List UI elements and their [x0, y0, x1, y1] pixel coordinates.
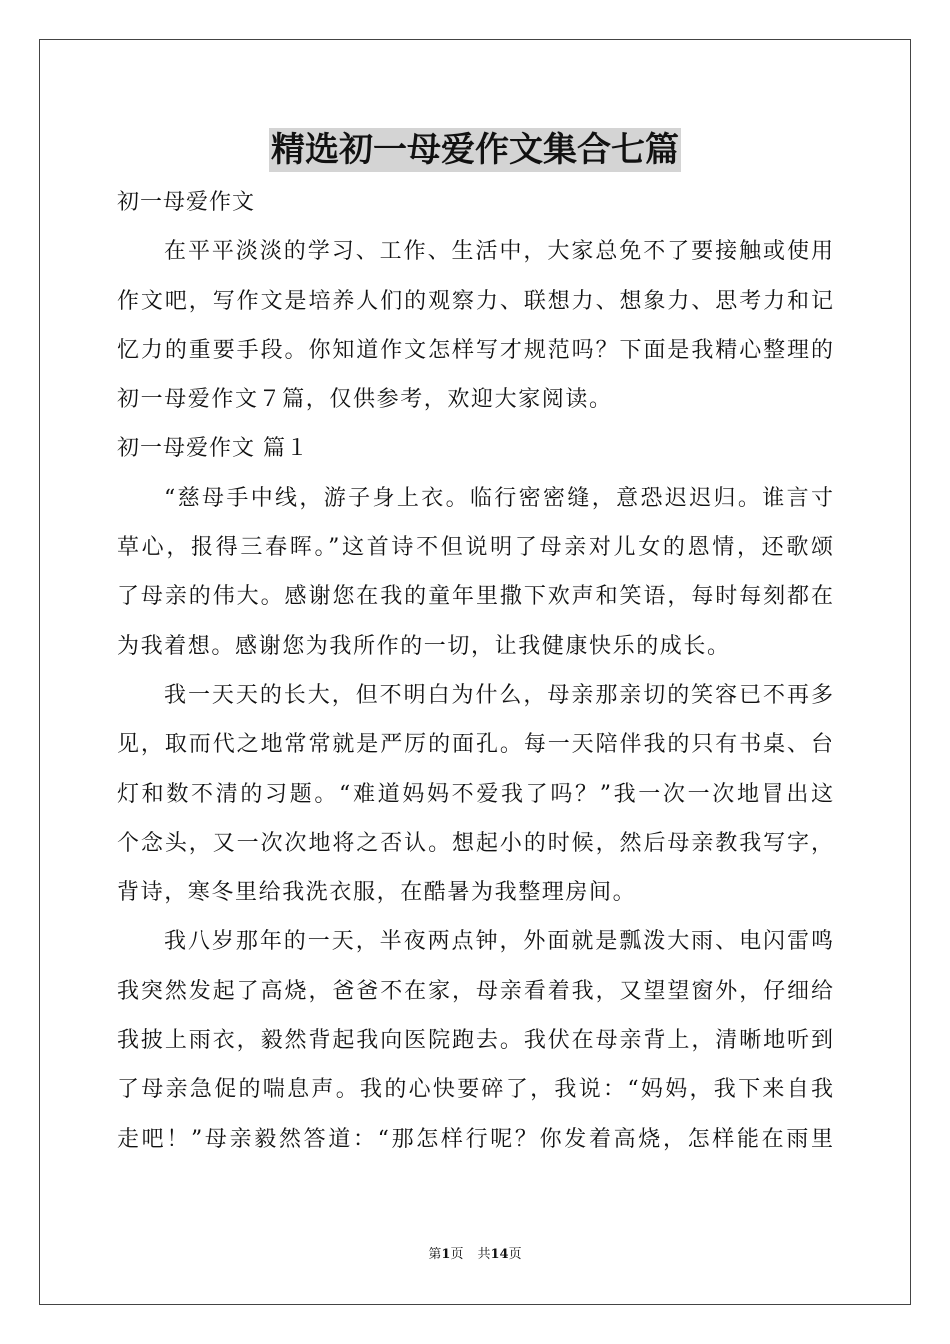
title-wrap	[0, 128, 950, 172]
paragraph-line: 为我着想。感谢您为我所作的一切，让我健康快乐的成长。	[117, 633, 731, 659]
paragraph-line: 作文吧，写作文是培养人们的观察力、联想力、想象力、思考力和记	[117, 288, 833, 314]
paragraph-line: 见，取而代之地常常就是严厉的面孔。每一天陪伴我的只有书桌、台	[117, 732, 833, 758]
paragraph-line: 草心，报得三春晖。”这首诗不但说明了母亲对儿女的恩情，还歌颂	[117, 535, 833, 561]
paragraph-line: 我披上雨衣，毅然背起我向医院跑去。我伏在母亲背上，清晰地听到	[117, 1028, 833, 1054]
paragraph-line: 在平平淡淡的学习、工作、生活中，大家总免不了要接触或使用	[164, 239, 833, 265]
paragraph-line: 忆力的重要手段。你知道作文怎样写才规范吗？下面是我精心整理的	[117, 337, 833, 363]
paragraph-line: 初一母爱作文７篇，仅供参考，欢迎大家阅读。	[117, 387, 613, 413]
paragraph-line: 了母亲急促的喘息声。我的心快要碎了，我说：“妈妈，我下来自我	[117, 1077, 833, 1103]
document-title: 精选初一母爱作文集合七篇	[271, 130, 679, 170]
total-page-count: 14	[490, 1247, 509, 1262]
page-suffix: 页	[450, 1247, 464, 1262]
paragraph-line: 背诗，寒冬里给我洗衣服，在酷暑为我整理房间。	[117, 880, 637, 906]
paragraph-line: 我突然发起了高烧，爸爸不在家，母亲看着我，又望望窗外，仔细给	[117, 978, 833, 1004]
paragraph-line: 走吧！”母亲毅然答道：“那怎样行呢？你发着高烧，怎样能在雨里	[117, 1126, 833, 1152]
paragraph-line: 我一天天的长大，但不明白为什么，母亲那亲切的笑容已不再多	[164, 682, 833, 708]
page-prefix: 第	[428, 1247, 442, 1262]
paragraph-line: 个念头，又一次次地将之否认。想起小的时候，然后母亲教我写字，	[117, 830, 833, 856]
total-suffix: 页	[508, 1247, 522, 1262]
paragraph-line: 我八岁那年的一天，半夜两点钟，外面就是瓢泼大雨、电闪雷鸣	[164, 929, 833, 955]
section-heading: 初一母爱作文	[117, 190, 256, 215]
total-prefix: 共	[477, 1247, 491, 1262]
current-page-number: 1	[441, 1247, 451, 1262]
page-footer	[0, 1245, 950, 1265]
paragraph-line: “慈母手中线，游子身上衣。临行密密缝，意恐迟迟归。谁言寸	[164, 485, 833, 511]
document-body	[117, 178, 833, 1164]
paragraph-line: 了母亲的伟大。感谢您在我的童年里撒下欢声和笑语，每时每刻都在	[117, 584, 833, 610]
paragraph-line: 灯和数不清的习题。“难道妈妈不爱我了吗？”我一次一次地冒出这	[117, 781, 833, 807]
section-heading: 初一母爱作文 篇１	[117, 436, 309, 462]
